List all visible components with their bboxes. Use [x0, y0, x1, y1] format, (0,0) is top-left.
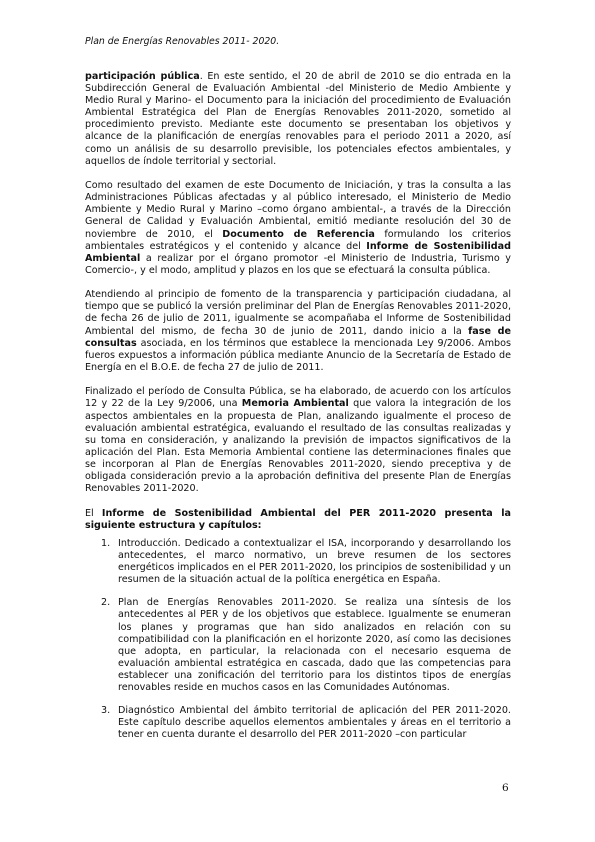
paragraph-text: . En este sentido, el 20 de abril de 2010 se dio entrada en la Subdirección General de Evaluación Ambiental -del Ministerio de Medio Ambiente y Medio Rural y Marino- el Documento para la iniciación del procedimiento de Evaluación Ambiental Estratégica del Plan de Energías Renovables 2011-2020, sometido al procedimiento previsto. Mediante este documento se presentaban los objetivos y alcance de la planificación de energías renovables para el periodo 2011 a 2020, así como un análisis de su desarrollo previsible, los potenciales efectos ambientales, y aquellos de índole territorial y sectorial.	[85, 71, 511, 167]
paragraph-reference-document	[85, 180, 511, 277]
bold-term: Informe de Sostenibilidad Ambiental del PER 2011-2020 presenta la siguiente estructura y capítulos:	[85, 507, 511, 531]
list-number: 3.	[101, 705, 111, 717]
paragraph-text: Finalizado el período de Consulta Pública, se ha elaborado, de acuerdo con los artículos 12 y 22 de la Ley 9/2006, una	[85, 386, 511, 410]
paragraph-consultation-phase	[85, 289, 511, 374]
list-item	[101, 597, 511, 694]
list-item-text: Introducción. Dedicado a contextualizar el ISA, incorporando y desarrollando los antecedentes, el marco normativo, un breve resumen de los sectores energéticos implicados en el PER 2011-2020, los principios de sostenibilidad y un resumen de la situación actual de la política energética en España.	[118, 537, 511, 586]
paragraph-text: a realizar por el órgano promotor -el Ministerio de Industria, Turismo y Comercio-, y el modo, amplitud y plazos en los que se efectuará la consulta pública.	[85, 252, 511, 276]
document-body	[85, 71, 511, 753]
bold-term: participación pública	[85, 71, 200, 82]
paragraph-structure-intro	[85, 508, 511, 532]
paragraph-text: Como resultado del examen de este Documento de Iniciación, y tras la consulta a las Administraciones Públicas afectadas y al público interesado, el Ministerio de Medio Ambiente y Medio Rural y Marino –como órgano ambiental-, a través de la Dirección General de Calidad y Evaluación Ambiental, emitió mediante resolución del 30 de noviembre de 2010, el	[85, 180, 511, 240]
list-item-text: Diagnóstico Ambiental del ámbito territorial de aplicación del PER 2011-2020. Este capítulo describe aquellos elementos ambientales y áreas en el territorio a tener en cuenta durante el desarrollo del PER 2011-2020 –con particular	[118, 705, 511, 741]
paragraph-text: Atendiendo al principio de fomento de la transparencia y participación ciudadana, al tiempo que se publicó la versión preliminar del Plan de Energías Renovables 2011-2020, de fecha 26 de julio de 2011, igualmente se acompañaba el Informe de Sostenibilidad Ambiental del mismo, de fecha 30 de junio de 2011, dando inicio a la	[85, 289, 511, 337]
paragraph-text: El	[85, 507, 102, 519]
list-item	[101, 537, 511, 586]
running-header: Plan de Energías Renovables 2011- 2020.	[85, 36, 280, 47]
bold-term: Informe de Sostenibilidad Ambiental	[85, 240, 511, 264]
paragraph-text: asociada, en los términos que establece la mencionada Ley 9/2006. Ambos fueros expuestos a información pública mediante Anuncio de la Secretaría de Estado de Energía en el B.O.E. de fecha 27 de julio de 2011.	[85, 337, 511, 373]
paragraph-public-participation	[85, 71, 511, 168]
paragraph-text: que valora la integración de los aspectos ambientales en la propuesta de Plan, analizando igualmente el proceso de evaluación ambiental estratégica, evaluando el resultado de las consultas realizadas y su toma en consideración, y analizando la previsión de impactos significativos de la aplicación del Plan. Esta Memoria Ambiental contiene las determinaciones finales que se incorporan al Plan de Energías Renovables 2011-2020, siendo preceptiva y de obligada consideración previo a la aprobación definitiva del presente Plan de Energías Renovables 2011-2020.	[85, 398, 511, 495]
list-number: 2.	[101, 597, 111, 609]
list-item	[101, 705, 511, 741]
bold-term: Documento de Referencia	[222, 228, 375, 240]
chapter-list	[85, 538, 511, 742]
list-number: 1.	[101, 537, 111, 549]
bold-term: Memoria Ambiental	[241, 398, 349, 410]
page-number: 6	[502, 782, 509, 794]
paragraph-text: formulando los criterios ambientales estratégicos y el contenido y alcance del	[85, 228, 511, 252]
list-item-text: Plan de Energías Renovables 2011-2020. Se realiza una síntesis de los antecedentes al PER y de los objetivos que establece. Igualmente se enumeran los planes y programas que han sido analizados en relación con su compatibilidad con la planificación en el horizonte 2020, así como las decisiones que adopta, en particular, la relacionada con el necesario esquema de evaluación ambiental estratégica en cascada, dado que las competencias para establecer una zonificación del territorio para los distintos tipos de energías renovables reside en muchos casos en las Comunidades Autónomas.	[118, 597, 511, 693]
bold-term: fase de consultas	[85, 325, 511, 349]
paragraph-environmental-report	[85, 386, 511, 495]
